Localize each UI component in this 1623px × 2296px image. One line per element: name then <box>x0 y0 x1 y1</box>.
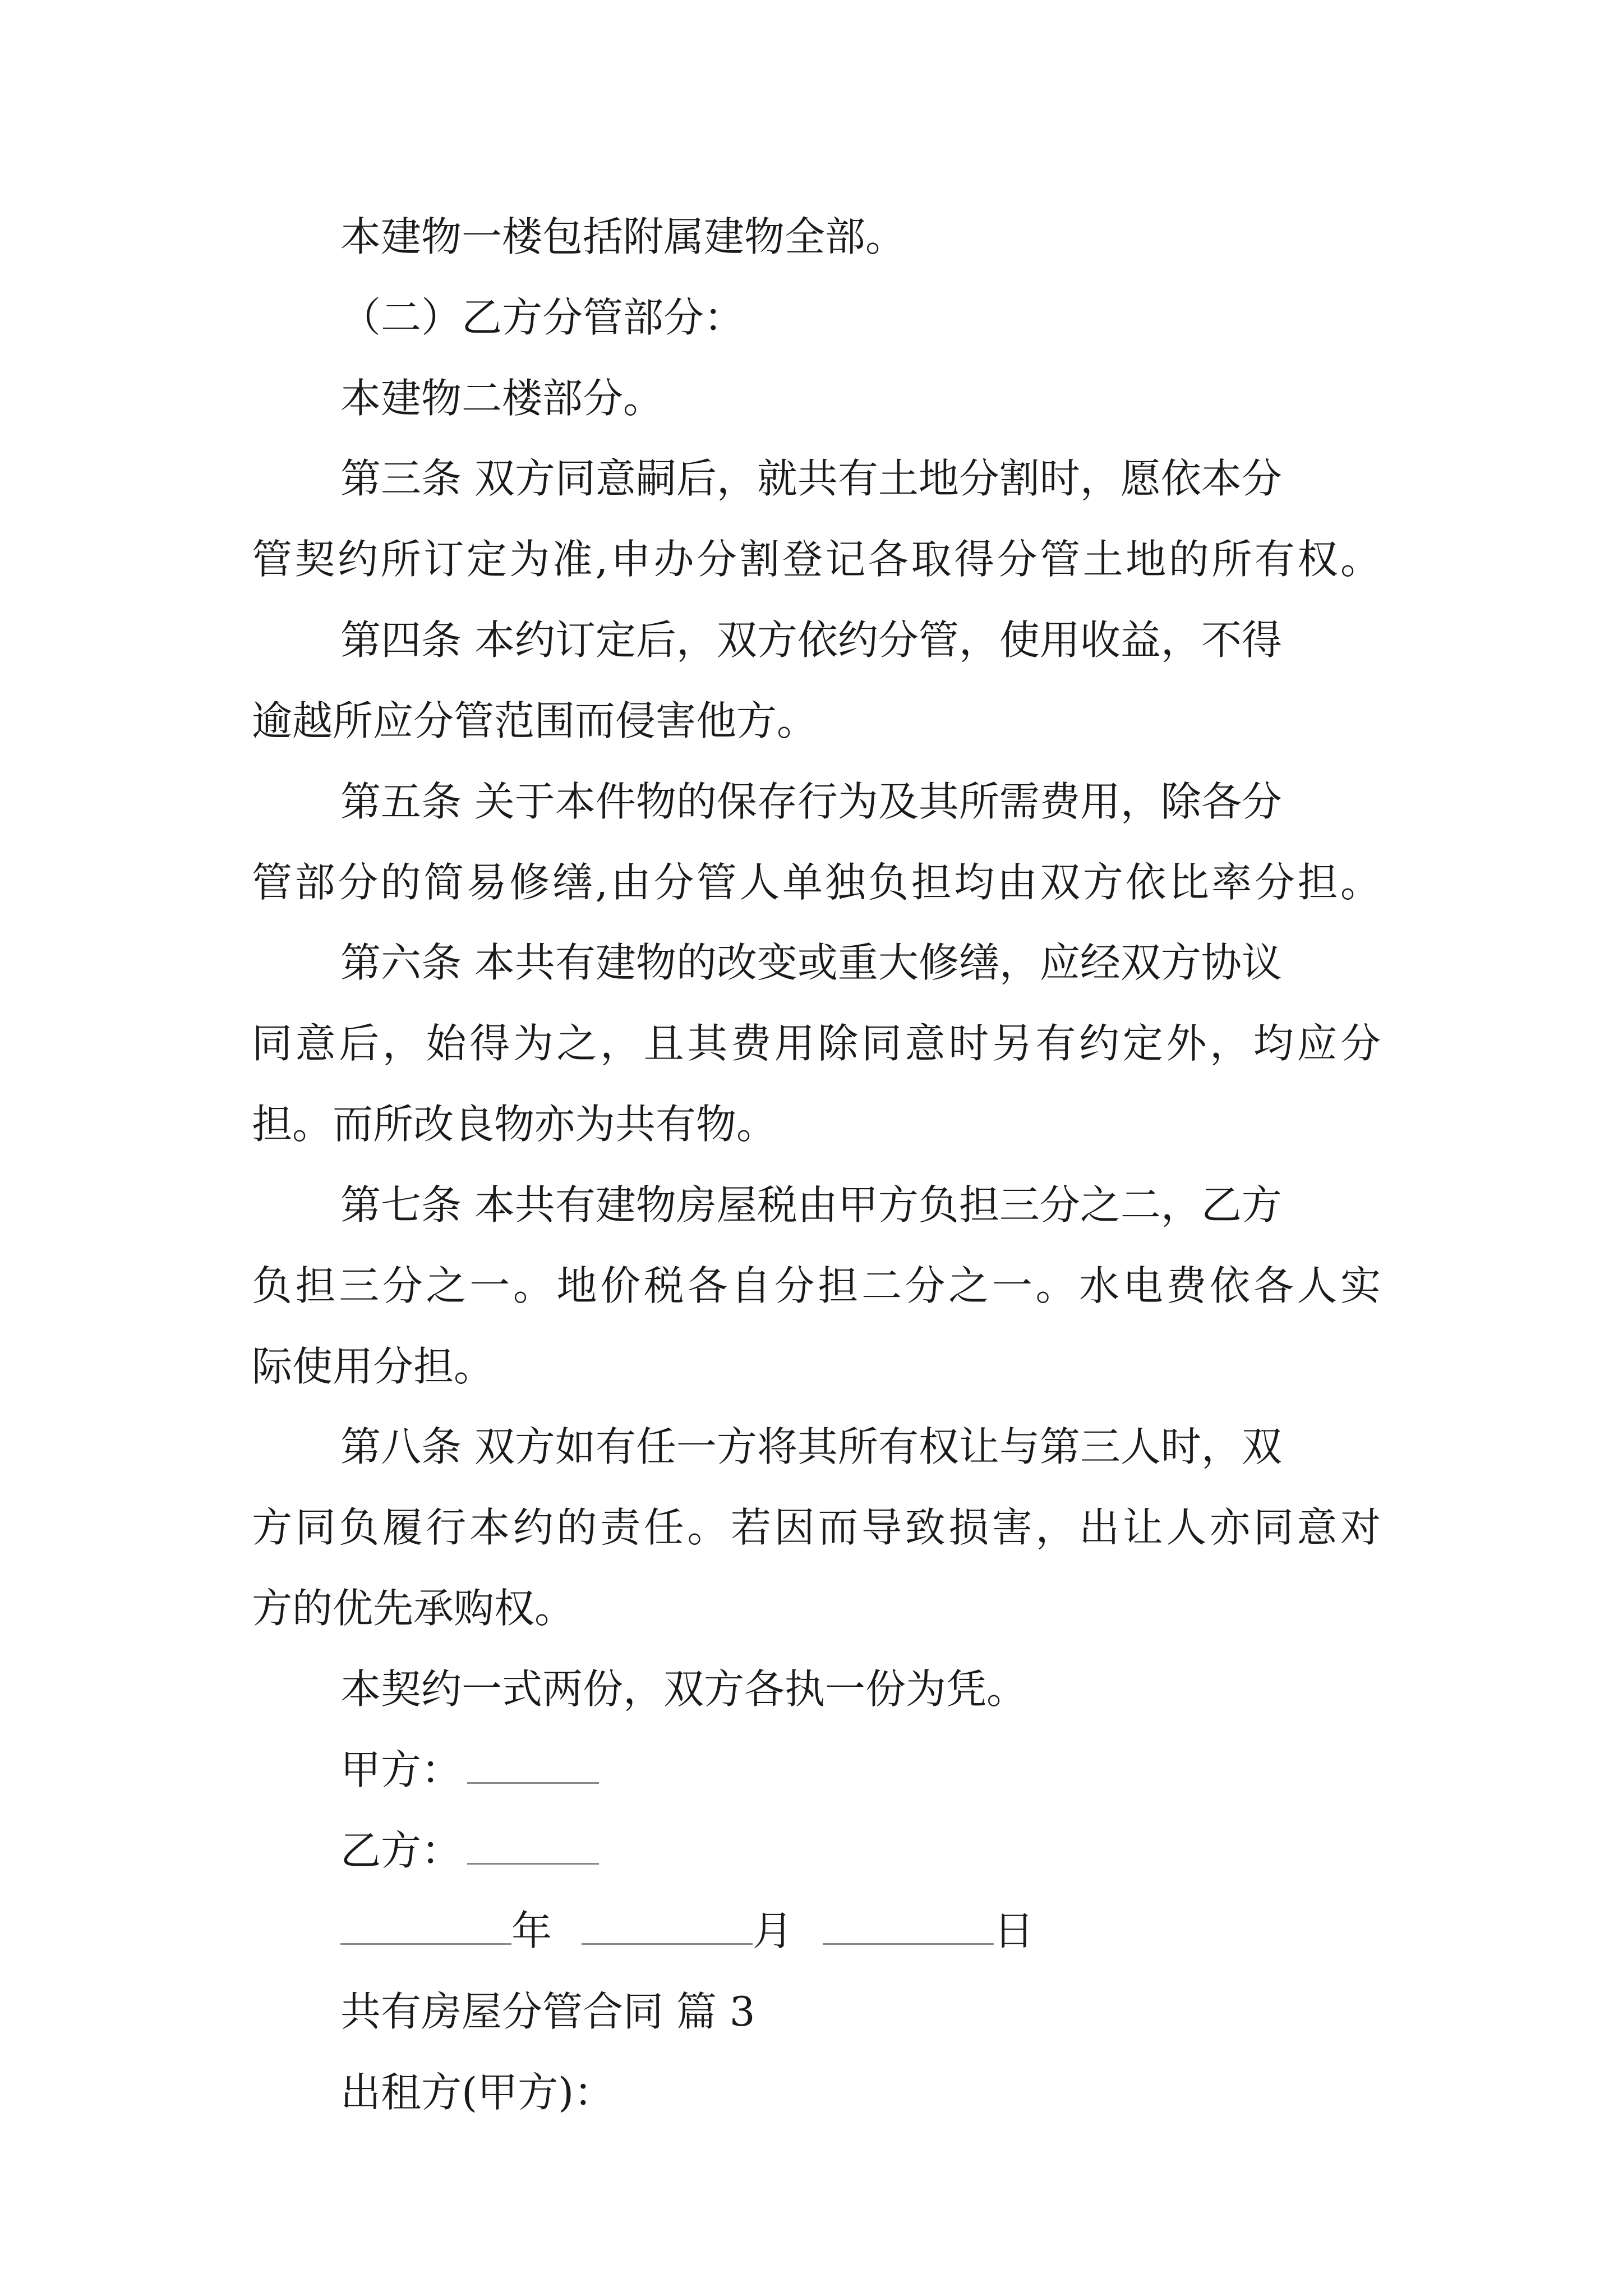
party-b-signature <box>340 1825 599 1876</box>
month-label: 月 <box>752 1907 793 1954</box>
paragraph-line: （二）乙方分管部分： <box>340 294 745 341</box>
section-title: 共有房屋分管合同 篇 3 <box>340 1988 755 2035</box>
article-4-line-1: 第四条 本约订定后，双方依约分管，使用收益，不得 <box>340 616 1282 664</box>
article-8-line-2: 方同负履行本约的责任。若因而导致损害，出让人亦同意对 <box>252 1504 1381 1551</box>
article-3-line-1: 第三条 双方同意嗣后，就共有土地分割时，愿依本分 <box>340 455 1282 502</box>
party-b-blank <box>467 1826 599 1865</box>
article-8-line-3: 方的优先承购权。 <box>252 1585 575 1632</box>
year-blank <box>340 1906 511 1945</box>
party-a-signature <box>340 1745 599 1795</box>
article-6-line-3: 担。而所改良物亦为共有物。 <box>252 1101 777 1148</box>
article-5-line-1: 第五条 关于本件物的保存行为及其所需费用，除各分 <box>340 778 1282 825</box>
article-8-line-1: 第八条 双方如有任一方将其所有权让与第三人时，双 <box>340 1423 1282 1470</box>
lessor-label: 出租方(甲方)： <box>340 2069 615 2116</box>
article-7-line-3: 际使用分担。 <box>252 1343 495 1390</box>
article-6-line-1: 第六条 本共有建物的改变或重大修缮，应经双方协议 <box>340 939 1282 986</box>
paragraph-line: 本建物一楼包括附属建物全部。 <box>340 213 906 260</box>
article-3-line-2: 管契约所订定为准,申办分割登记各取得分管土地的所有权。 <box>252 536 1381 583</box>
month-blank <box>582 1906 753 1945</box>
article-6-line-2: 同意后，始得为之，且其费用除同意时另有约定外，均应分 <box>252 1020 1381 1067</box>
paragraph-line: 本建物二楼部分。 <box>340 375 664 422</box>
party-a-blank <box>467 1745 599 1784</box>
day-blank <box>823 1906 994 1945</box>
party-a-label: 甲方： <box>340 1746 462 1793</box>
day-label: 日 <box>993 1907 1034 1954</box>
article-4-line-2: 逾越所应分管范围而侵害他方。 <box>252 697 818 744</box>
article-7-line-2: 负担三分之一。地价税各自分担二分之一。水电费依各人实 <box>252 1262 1381 1309</box>
article-7-line-1: 第七条 本共有建物房屋税由甲方负担三分之二，乙方 <box>340 1181 1282 1228</box>
copies-statement: 本契约一式两份，双方各执一份为凭。 <box>340 1665 1027 1713</box>
article-5-line-2: 管部分的简易修缮,由分管人单独负担均由双方依比率分担。 <box>252 859 1381 906</box>
party-b-label: 乙方： <box>340 1827 462 1874</box>
year-label: 年 <box>511 1907 552 1954</box>
date-line <box>340 1906 1034 1956</box>
